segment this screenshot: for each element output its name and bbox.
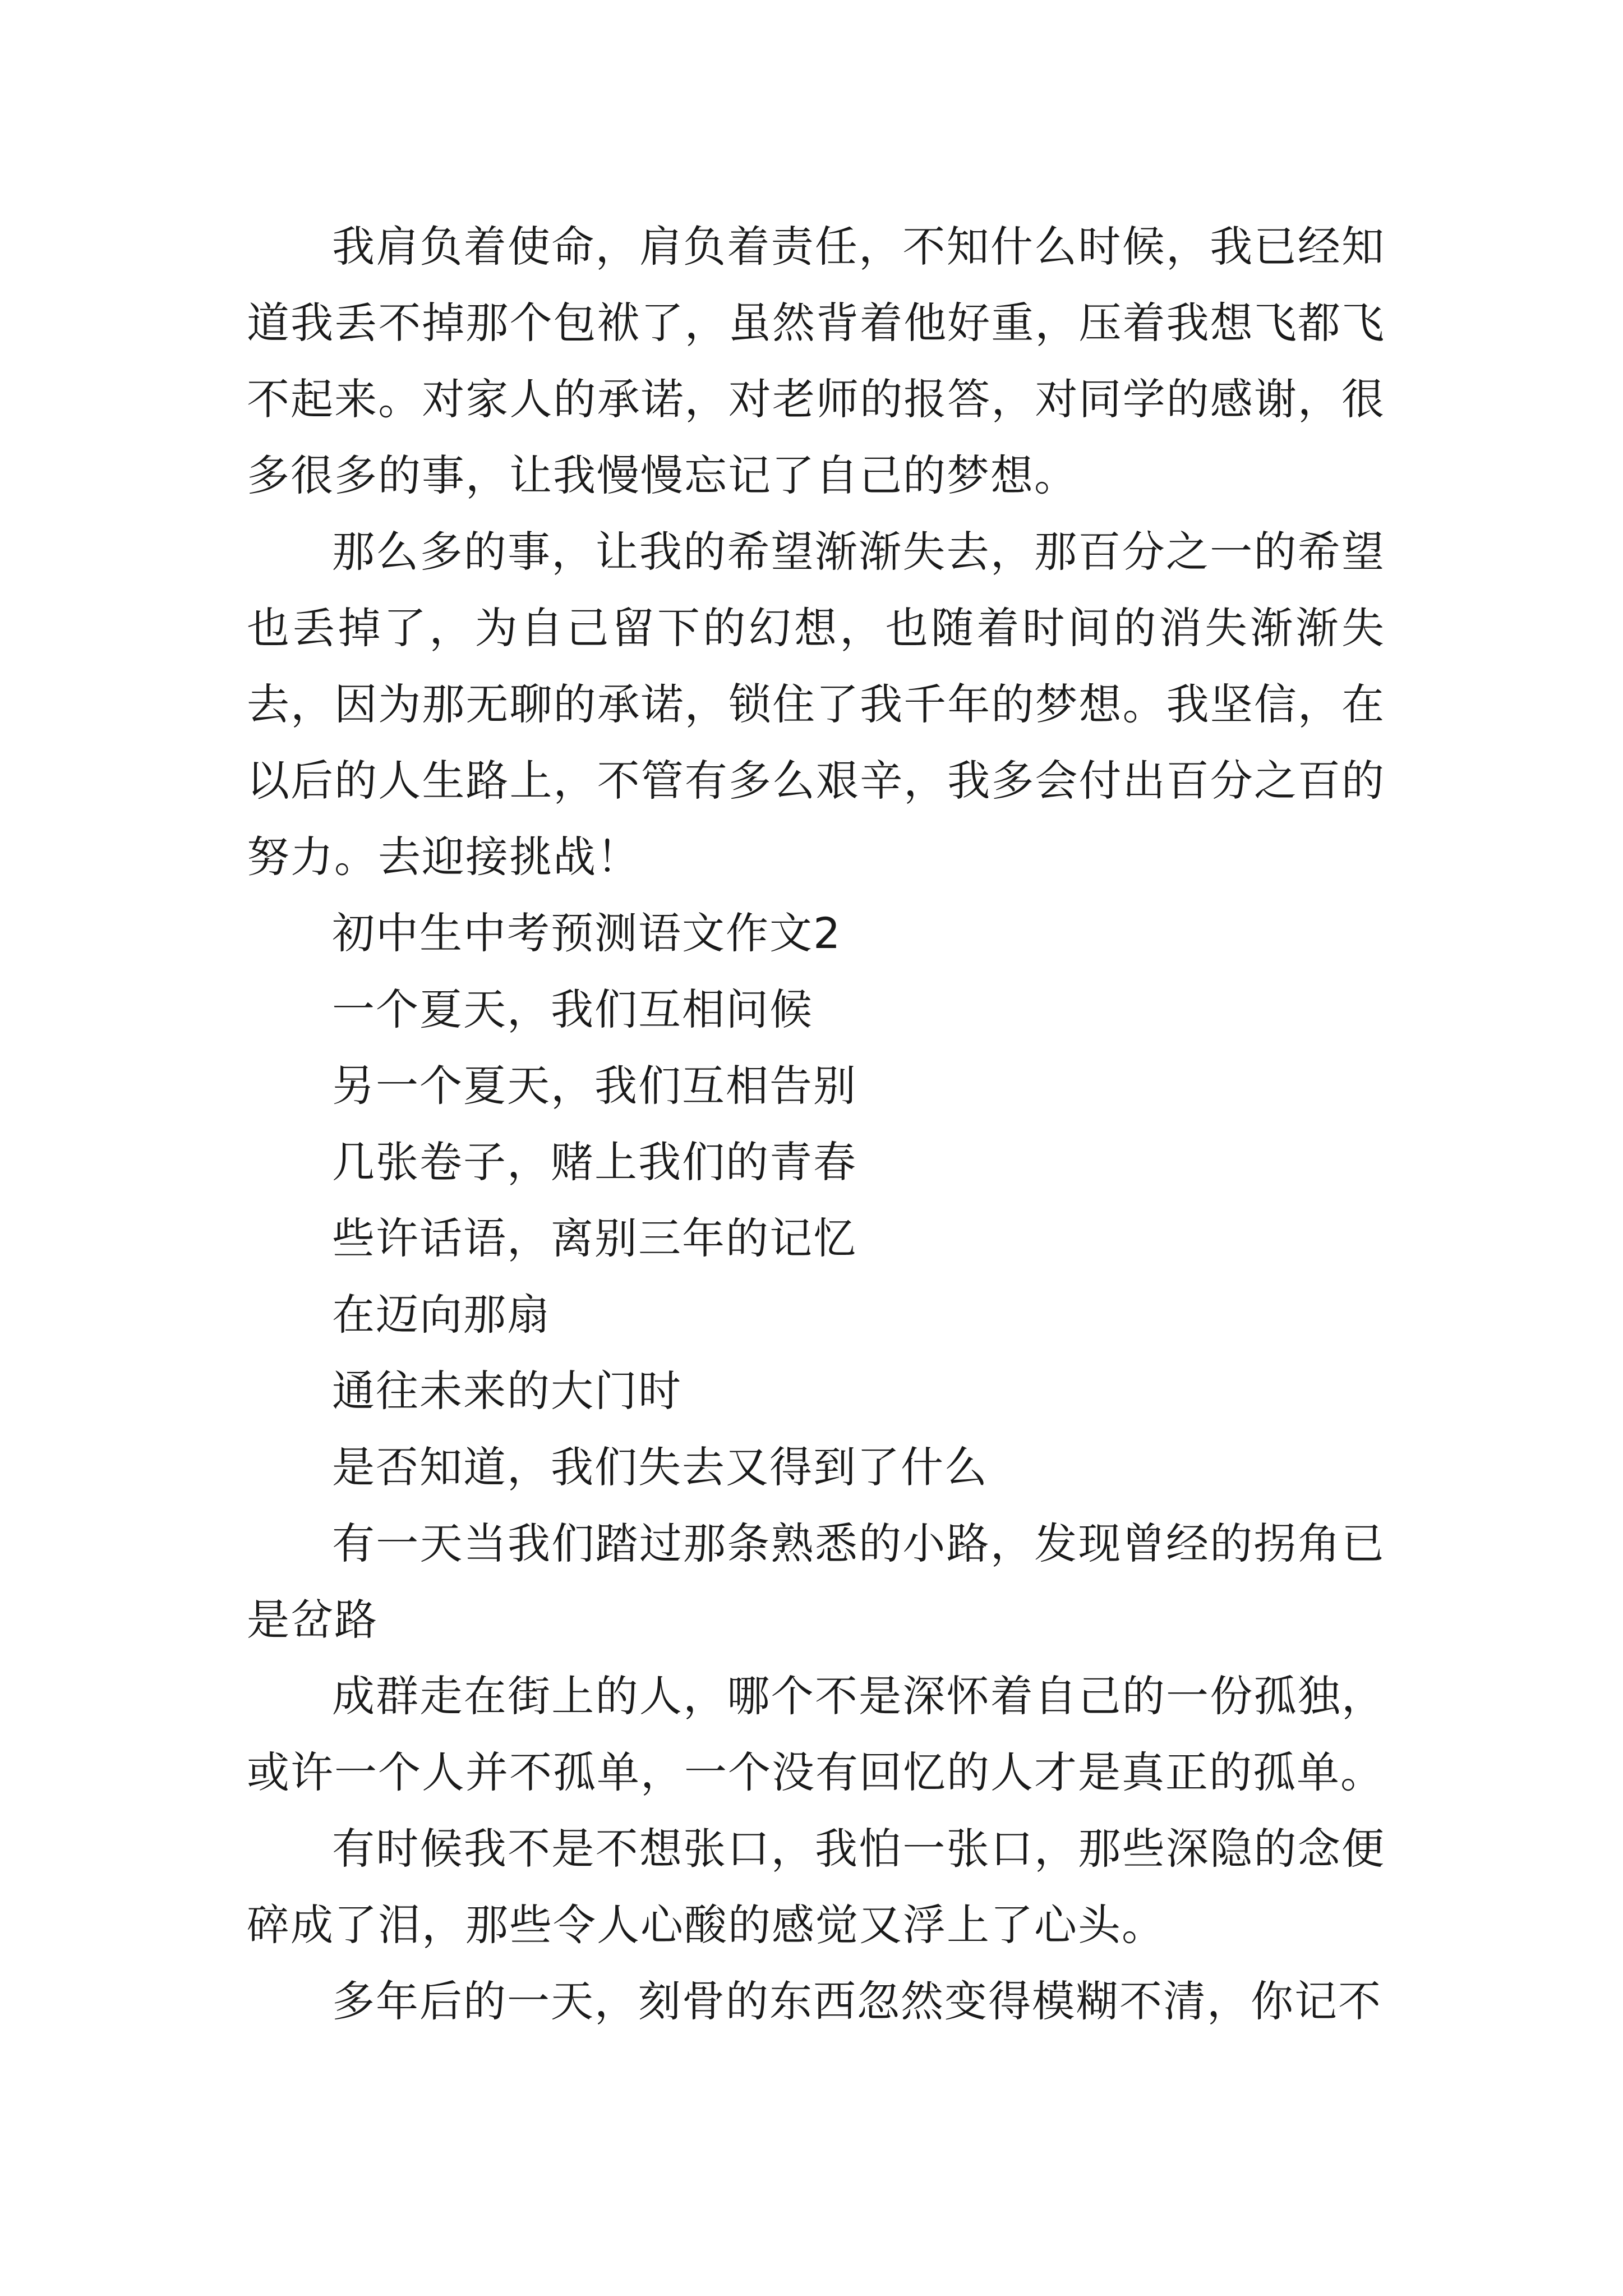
paragraph-6: 多年后的一天，刻骨的东西忽然变得模糊不清，你记不	[332, 1976, 1382, 2026]
paragraph-2: 那么多的事，让我的希望渐渐失去，那百分之一的希望也丢掉了，为自己留下的幻想，也随着时间的消失渐渐失去，因为那无聊的承诺，锁住了我千年的梦想。我坚信，在以后的人生路上，不管有多么艰辛，我多会付出百分之百的努力。去迎接挑战！	[247, 527, 1385, 882]
document-body	[247, 209, 1385, 2040]
paragraph-5: 有时候我不是不想张口，我怕一张口，那些深隐的念便碎成了泪，那些令人心酸的感觉又浮上了心头。	[247, 1824, 1385, 1950]
paragraph-4: 成群走在街上的人，哪个不是深怀着自己的一份孤独，或许一个人并不孤单，一个没有回忆的人才是真正的孤单。	[247, 1671, 1385, 1797]
poem-line-3: 几张卷子，赌上我们的青春	[332, 1137, 857, 1187]
poem-line-5: 在迈向那扇	[332, 1290, 551, 1340]
poem-line-6: 通往未来的大门时	[332, 1366, 682, 1416]
poem-line-7: 是否知道，我们失去又得到了什么	[332, 1442, 988, 1492]
poem-line-1: 一个夏天，我们互相问候	[332, 984, 813, 1034]
poem-line-4: 些许话语，离别三年的记忆	[332, 1213, 857, 1263]
poem-line-2: 另一个夏天，我们互相告别	[332, 1061, 857, 1111]
paragraph-1: 我肩负着使命，肩负着责任，不知什么时候，我已经知道我丢不掉那个包袱了，虽然背着他好重，压着我想飞都飞不起来。对家人的承诺，对老师的报答，对同学的感谢，很多很多的事，让我慢慢忘记了自己的梦想。	[247, 222, 1385, 500]
paragraph-3: 有一天当我们踏过那条熟悉的小路，发现曾经的拐角已是岔路	[247, 1519, 1385, 1645]
essay-title: 初中生中考预测语文作文2	[332, 908, 842, 958]
